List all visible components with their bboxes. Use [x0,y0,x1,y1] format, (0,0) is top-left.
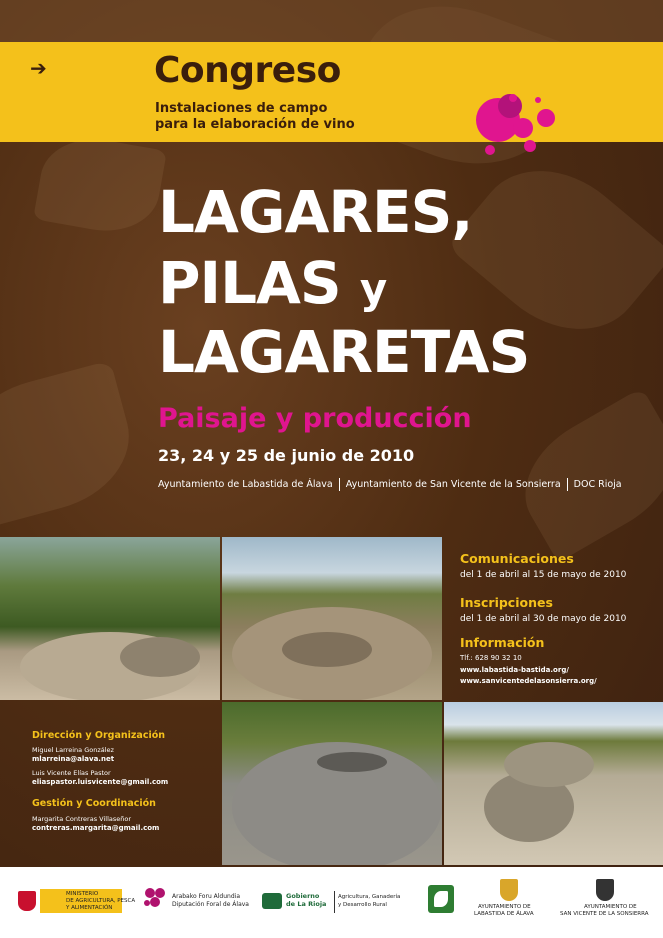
gestion-heading: Gestión y Coordinación [32,798,156,809]
divider [334,891,335,913]
divider [567,478,568,491]
title-line-2-main: PILAS [158,249,341,317]
photo-stone-press-2 [222,537,442,700]
rioja-emblem-icon [262,893,282,909]
info-web-1[interactable]: www.labastida-bastida.org/ [460,666,569,674]
san-vicente-text-1: AYUNTAMIENTO DE [584,904,637,910]
ministerio-logo [18,889,136,913]
organizer: Ayuntamiento de Labastida de Álava [158,479,333,490]
labastida-text-1: AYUNTAMIENTO DE [478,904,531,910]
araba-grape-icon [142,885,168,911]
credits-panel [0,702,220,865]
ministerio-text-1: MINISTERIO [66,891,99,897]
san-vicente-logo [560,879,660,919]
sponsors-footer [0,867,663,938]
san-vicente-text-2: SAN VICENTE DE LA SONSIERRA [560,911,649,917]
divider [339,478,340,491]
rock-basin [282,632,372,667]
decorative-leaf [0,360,144,530]
person-name: Miguel Larreina González [32,746,114,754]
photo-stone-press-3 [222,702,442,865]
person-email[interactable]: contreras.margarita@gmail.com [32,824,160,832]
rioja-text-4: y Desarrollo Rural [338,902,387,908]
info-phone: Tlf.: 628 90 32 10 [460,654,522,662]
title-line-2 [158,249,387,319]
informacion-heading: Información [460,635,545,650]
rock-basin [504,742,594,787]
title-line-2-small: y [359,264,387,313]
decorative-leaf [33,130,167,239]
rioja-text-1: Gobierno [286,892,320,900]
person-email[interactable]: eliaspastor.luisvicente@gmail.com [32,778,169,786]
top-texture-bar [0,0,663,42]
rioja-text-2: de La Rioja [286,900,327,908]
event-dates: 23, 24 y 25 de junio de 2010 [158,446,415,465]
subtitle-line-2: para la elaboración de vino [155,117,355,132]
labastida-logo [470,879,550,919]
organizers-line [158,478,622,492]
ministerio-text-2: DE AGRICULTURA, PESCA [66,898,136,904]
photo-stone-press-1 [0,537,220,700]
rock-basin [317,752,387,772]
araba-text-1: Arabako Foru Aldundia [172,893,240,900]
rioja-text-3: Agricultura, Ganadería [338,894,401,900]
person-name: Luis Vicente Elías Pastor [32,769,111,777]
person-email[interactable]: mlarreina@alava.net [32,755,115,763]
comunicaciones-heading: Comunicaciones [460,551,574,566]
rock-basin [120,637,200,677]
person-name: Margarita Contreras Villaseñor [32,815,132,823]
araba-text-2: Diputación Foral de Álava [172,901,249,908]
spain-shield-icon [18,891,36,911]
comunicaciones-dates: del 1 de abril al 15 de mayo de 2010 [460,570,627,580]
tagline: Paisaje y producción [158,403,472,434]
leader-logo [428,885,454,913]
direccion-heading: Dirección y Organización [32,730,165,741]
photo-stone-press-4 [444,702,663,865]
title-line-3: LAGARETAS [158,318,530,386]
info-panel [444,537,663,700]
labastida-shield-icon [500,879,518,901]
organizer: DOC Rioja [573,479,622,490]
subtitle-line-1: Instalaciones de campo [155,101,328,116]
title-line-1: LAGARES, [158,178,473,246]
event-type: Congreso [154,50,341,91]
ministerio-text-3: Y ALIMENTACIÓN [66,905,113,911]
araba-logo [142,885,252,915]
gobierno-rioja-logo [262,891,412,917]
arrow-right-icon: ➔ [30,56,47,80]
leaf-icon [434,891,448,907]
labastida-text-2: LABASTIDA DE ÁLAVA [474,911,534,917]
san-vicente-shield-icon [596,879,614,901]
organizer: Ayuntamiento de San Vicente de la Sonsierra [345,479,561,490]
info-web-2[interactable]: www.sanvicentedelasonsierra.org/ [460,677,597,685]
inscripciones-heading: Inscripciones [460,595,553,610]
inscripciones-dates: del 1 de abril al 30 de mayo de 2010 [460,614,627,624]
wine-splash-icon [468,88,568,168]
